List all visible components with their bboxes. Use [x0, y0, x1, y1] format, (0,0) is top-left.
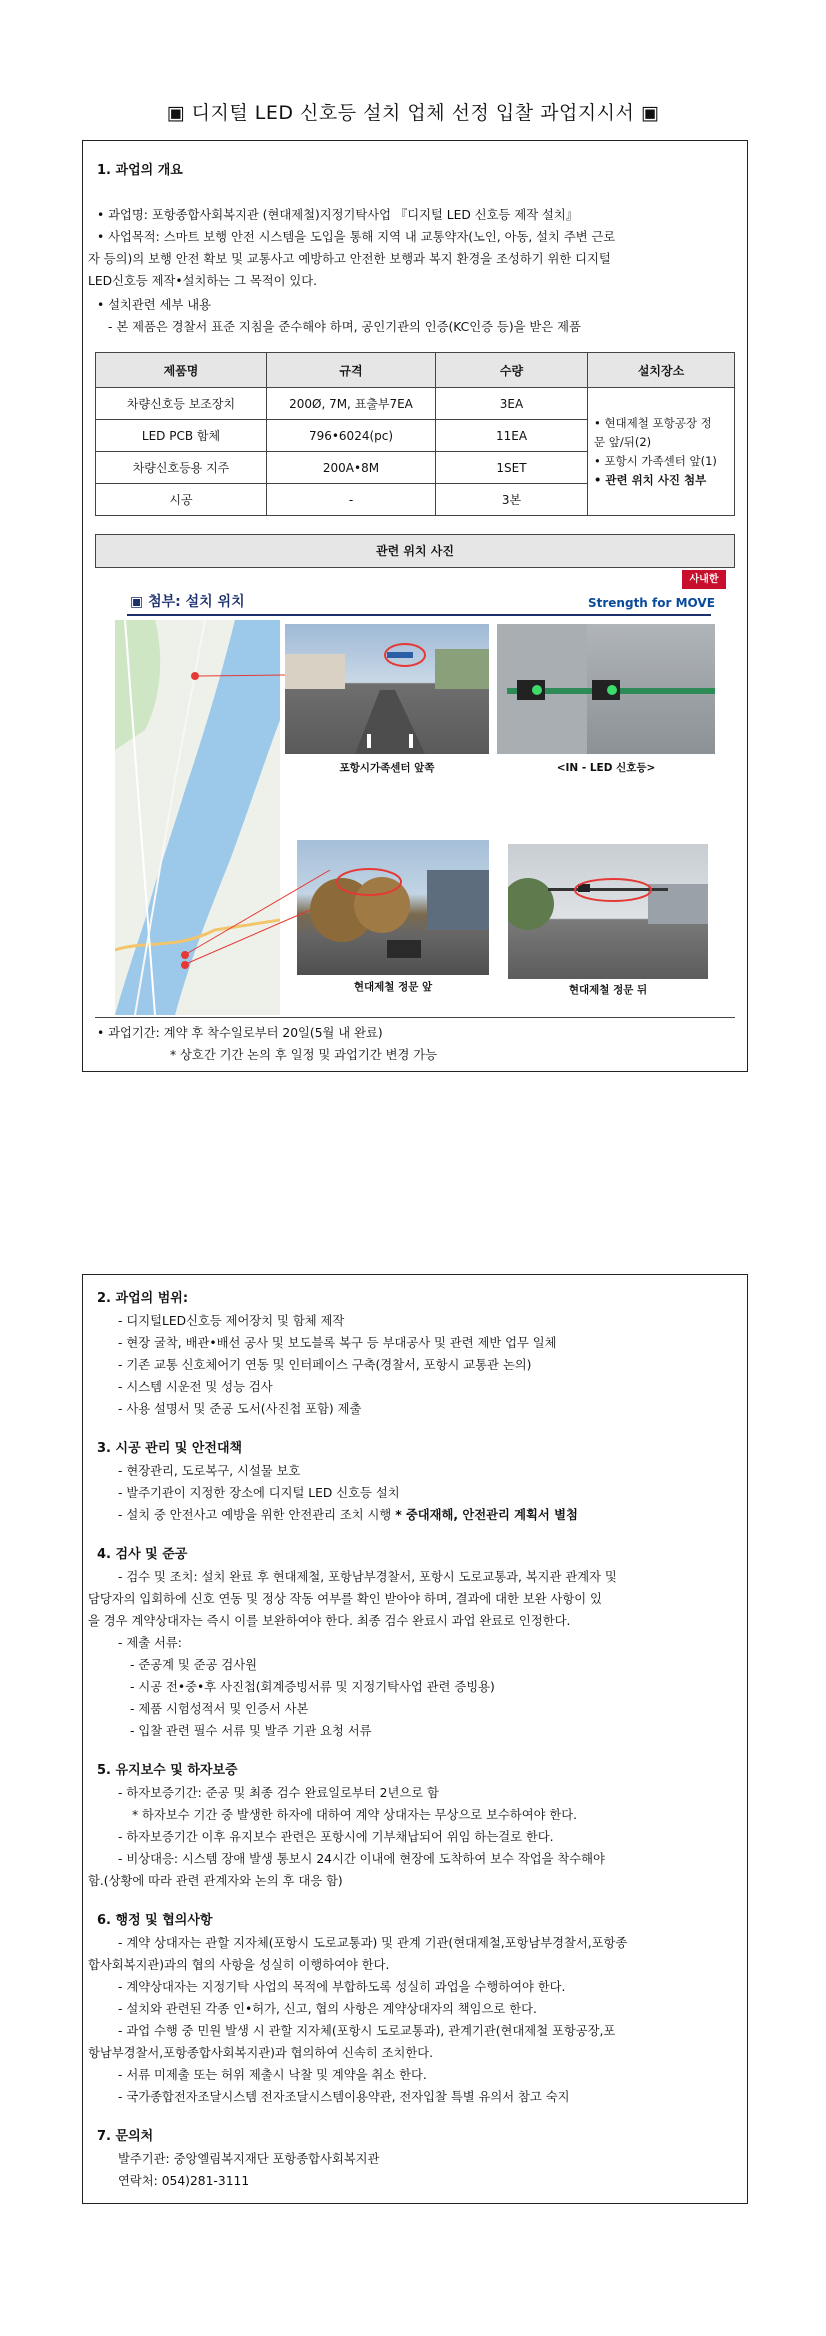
list-item: - 입찰 관련 필수 서류 및 발주 기관 요청 서류: [130, 1724, 372, 1738]
detail-heading: • 설치관련 세부 내용: [97, 298, 212, 312]
admin-line: 항남부경찰서,포항종합사회복지관)과 협의하여 신속히 조치한다.: [88, 2046, 434, 2060]
table-cell: 차량신호등용 지주: [96, 452, 267, 484]
purpose-line-1: • 사업목적: 스마트 보행 안전 시스템을 도입을 통해 지역 내 교통약자(노인, 아동, 설치 주변 근로: [97, 230, 616, 244]
document-title: ▣ 디지털 LED 신호등 설치 업체 선정 입찰 과업지시서 ▣: [166, 102, 660, 124]
section-7-heading: 7. 문의처: [97, 2129, 154, 2144]
warranty-line: - 하자보증기간 이후 유지보수 관련은 포항시에 기부채납되어 위임 하는걸로 한다.: [118, 1830, 554, 1844]
list-item: - 디지털LED신호등 제어장치 및 함체 제작: [118, 1314, 345, 1328]
admin-line: - 서류 미제출 또는 허위 제출시 낙찰 및 계약을 취소 한다.: [118, 2068, 427, 2082]
table-cell: 차량신호등 보조장치: [96, 388, 267, 420]
admin-line: - 설치와 관련된 각종 인•허가, 신고, 협의 사항은 계약상대자의 책임으로 한다.: [118, 2002, 537, 2016]
table-cell: 3본: [436, 484, 588, 516]
location-line: • 포항시 가족센터 앞(1): [594, 453, 717, 468]
safety-note: * 중대재해, 안전관리 계획서 별첨: [395, 1508, 578, 1522]
table-cell: 200A•8M: [267, 452, 436, 484]
list-item: - 제품 시험성적서 및 인증서 사본: [130, 1702, 309, 1716]
contact-phone: 연락처: 054)281-3111: [118, 2174, 250, 2188]
inspection-line-3: 을 경우 계약상대자는 즉시 이를 보완하여야 한다. 최종 검수 완료시 과업 완료로 인정한다.: [88, 1614, 571, 1628]
table-cell: 200Ø, 7M, 표출부7EA: [267, 388, 436, 420]
project-period: • 과업기간: 계약 후 착수일로부터 20일(5월 내 완료): [97, 1026, 383, 1040]
list-item: - 시공 전•중•후 사진첩(회계증빙서류 및 지정기탁사업 관련 증빙용): [130, 1680, 495, 1694]
list-item: - 기존 교통 신호체어기 연동 및 인터페이스 구축(경찰서, 포항시 교통관 논의): [118, 1358, 532, 1372]
admin-line: - 과업 수행 중 민원 발생 시 관할 지자체(포항시 도로교통과), 관계기관(현대제철 포항공장,포: [118, 2024, 616, 2038]
warranty-line: - 하자보증기간: 준공 및 최종 검수 완료일로부터 2년으로 함: [118, 1786, 439, 1800]
table-row: [96, 388, 735, 420]
table-cell: 796•6024(pc): [267, 420, 436, 452]
connector-lines: [115, 620, 415, 1020]
table-cell: 3EA: [436, 388, 588, 420]
table-cell: 11EA: [436, 420, 588, 452]
section-1-heading: 1. 과업의 개요: [97, 163, 183, 178]
docs-heading: - 제출 서류:: [118, 1636, 182, 1650]
contact-org: 발주기관: 중앙엘림복지재단 포항종합사회복지관: [118, 2152, 380, 2166]
list-item: [118, 1506, 578, 1524]
table-cell: LED PCB 함체: [96, 420, 267, 452]
inspection-line-1: - 검수 및 조치: 설치 완료 후 현대제철, 포항남부경찰서, 포항시 도로교통과, 복지관 관계자 및: [118, 1570, 617, 1584]
list-item: - 발주기관이 지정한 장소에 디지털 LED 신호등 설치: [118, 1486, 400, 1500]
location-cell: [588, 388, 735, 516]
col-header-location: 설치장소: [588, 353, 735, 388]
location-line: • 현대제철 포항공장 정: [594, 415, 712, 430]
emergency-line-2: 함.(상황에 따라 관련 관계자와 논의 후 대응 함): [88, 1874, 343, 1888]
photo-header: 관련 위치 사진: [95, 534, 735, 568]
list-item: - 시스템 시운전 및 성능 검사: [118, 1380, 273, 1394]
table-cell: 시공: [96, 484, 267, 516]
admin-line: - 계약 상대자는 관할 지자체(포항시 도로교통과) 및 관계 기관(현대제철,포항남부경찰서,포항종: [118, 1936, 628, 1950]
section-4-heading: 4. 검사 및 준공: [97, 1547, 188, 1562]
admin-line: - 국가종합전자조달시스템 전자조달시스템이용약관, 전자입찰 특별 유의서 참고 숙지: [118, 2090, 570, 2104]
location-line: 문 앞/뒤(2): [594, 434, 652, 449]
project-name: • 과업명: 포항종합사회복지관 (현대제철)지정기탁사업 『디지털 LED 신호등 제작 설치』: [97, 208, 579, 222]
purpose-line-2: 자 등의)의 보행 안전 확보 및 교통사고 예방하고 안전한 보행과 복지 환경을 조성하기 위한 디지털: [88, 252, 611, 266]
photo-steel-back: [508, 844, 708, 979]
section-5-heading: 5. 유지보수 및 하자보증: [97, 1763, 238, 1778]
safety-text: - 설치 중 안전사고 예방을 위한 안전관리 조치 시행: [118, 1508, 396, 1522]
admin-line: 합사회복지관)과의 협의 사항을 성실히 이행하여야 한다.: [88, 1958, 390, 1972]
photo-led-signal: [497, 624, 715, 754]
list-item: - 현장관리, 도로복구, 시설물 보호: [118, 1464, 301, 1478]
location-line: • 관련 위치 사진 첨부: [594, 472, 707, 487]
divider: [95, 1017, 735, 1018]
spec-table-header: [96, 353, 735, 388]
attachment-rule: [127, 614, 711, 616]
inspection-line-2: 담당자의 입회하에 신호 연동 및 정상 작동 여부를 확인 받아야 하며, 결과에 대한 보완 사항이 있: [88, 1592, 602, 1606]
section-2-heading: 2. 과업의 범위:: [97, 1291, 189, 1306]
list-item: - 현장 굴착, 배관•배선 공사 및 보도블록 복구 등 부대공사 및 관련 제반 업무 일체: [118, 1336, 557, 1350]
table-cell: 1SET: [436, 452, 588, 484]
caption-steel-back: 현대제철 정문 뒤: [568, 984, 648, 996]
warranty-note: * 하자보수 기간 중 발생한 하자에 대하여 계약 상대자는 무상으로 보수하여야 한다.: [132, 1808, 578, 1822]
spec-table: [95, 352, 735, 516]
section-3-heading: 3. 시공 관리 및 안전대책: [97, 1441, 243, 1456]
purpose-line-3: LED신호등 제작•설치하는 그 목적이 있다.: [88, 274, 318, 288]
list-item: - 준공계 및 준공 검사원: [130, 1658, 257, 1672]
list-item: - 사용 설명서 및 준공 도서(사진첩 포함) 제출: [118, 1402, 362, 1416]
detail-line: - 본 제품은 경찰서 표준 지침을 준수해야 하며, 공인기관의 인증(KC인증 등)을 받은 제품: [108, 320, 581, 334]
caption-steel-front: 현대제철 정문 앞: [353, 981, 433, 993]
emergency-line-1: - 비상대응: 시스템 장애 발생 통보시 24시간 이내에 현장에 도착하여 보수 작업을 착수해야: [118, 1852, 605, 1866]
slogan: Strength for MOVE: [588, 596, 715, 610]
attachment-title: ▣ 첨부: 설치 위치: [130, 594, 245, 610]
section-6-heading: 6. 행정 및 협의사항: [97, 1913, 213, 1928]
col-header-spec: 규격: [267, 353, 436, 388]
confidential-badge: 사내한: [682, 570, 726, 589]
caption-led-signal: <IN - LED 신호등>: [556, 762, 656, 774]
period-note: * 상호간 기간 논의 후 일정 및 과업기간 변경 가능: [170, 1048, 438, 1062]
admin-line: - 계약상대자는 지정기탁 사업의 목적에 부합하도록 성실히 과업을 수행하여야 한다.: [118, 1980, 566, 1994]
table-cell: -: [267, 484, 436, 516]
caption-family-center: 포항시가족센터 앞쪽: [339, 762, 435, 774]
col-header-qty: 수량: [436, 353, 588, 388]
col-header-product: 제품명: [96, 353, 267, 388]
